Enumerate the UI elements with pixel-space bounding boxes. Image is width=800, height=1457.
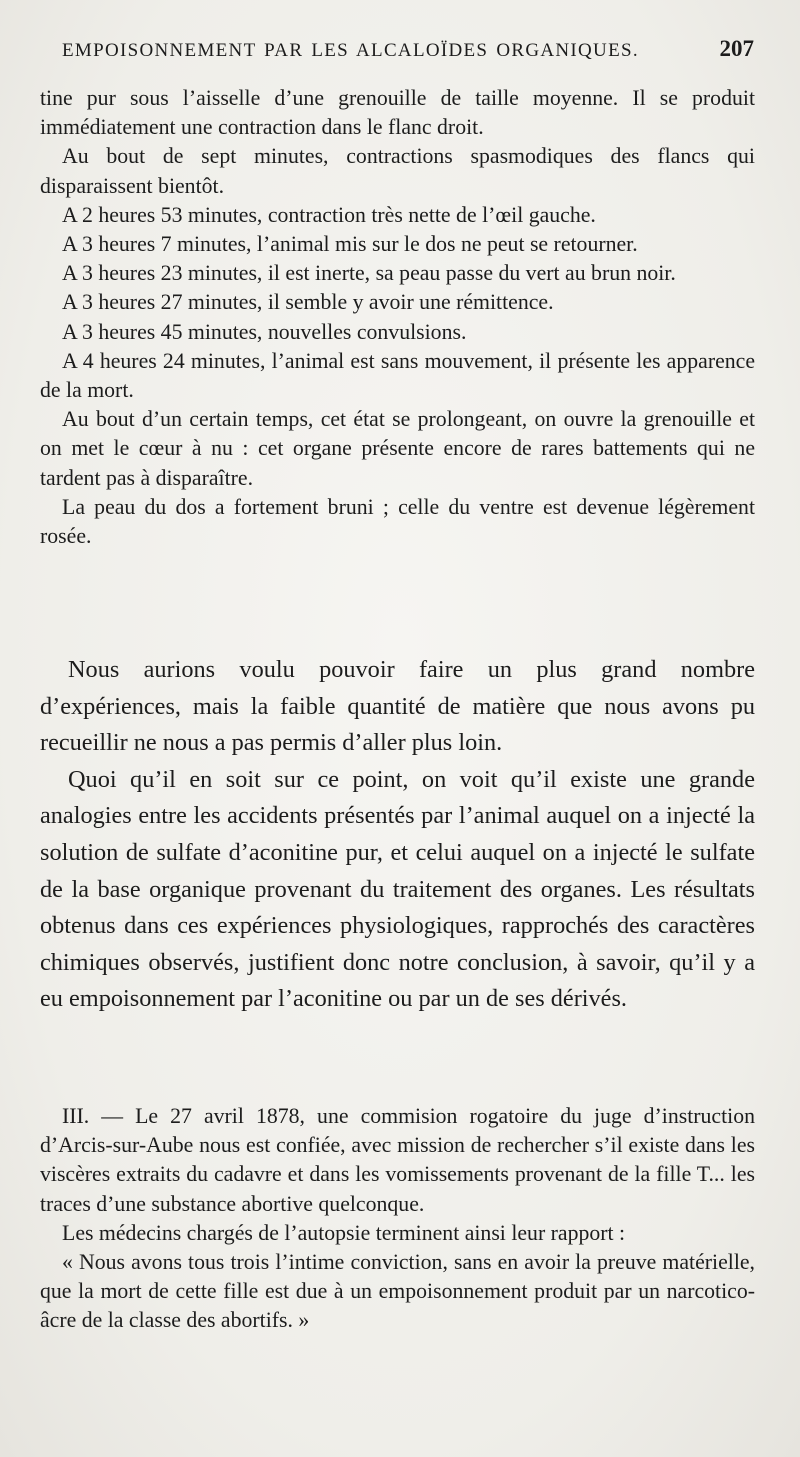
- paragraph-continuation: tine pur sous l’aisselle d’une grenouille de taille moyenne. Il se produit immédiatement une contraction dans le flanc droit.: [40, 86, 755, 140]
- conclusion-section: [40, 652, 755, 1018]
- paragraph-observation: La peau du dos a fortement bruni ; celle du ventre est devenue légèrement rosée.: [40, 494, 755, 549]
- paragraph-observation: A 3 heures 7 minutes, l’animal mis sur le dos ne peut se retourner.: [62, 232, 638, 257]
- case-three-section: [40, 1102, 755, 1336]
- running-title: EMPOISONNEMENT PAR LES ALCALOÏDES ORGANIQUES.: [62, 40, 639, 61]
- paragraph-observation: Au bout d’un certain temps, cet état se prolongeant, on ouvre la grenouille et on met le cœur à nu : cet organe présente encore de rares battements qui ne tardent pas à disparaître.: [40, 407, 755, 490]
- paragraph-conclusion: Quoi qu’il en soit sur ce point, on voit qu’il existe une grande analogies entre les accidents présentés par l’animal auquel on a injecté la solution de sulfate d’aconitine pur, et celui auquel on a injecté le sulfate de la base organique provenant du traitement des organes. Les résultats obtenus dans ces expériences physiologiques, rapprochés des caractères chimiques observés, justifient donc notre conclusion, à savoir, qu’il y a eu empoisonnement par l’aconitine ou par un de ses dérivés.: [40, 765, 755, 1013]
- paragraph-observation: A 3 heures 45 minutes, nouvelles convulsions.: [62, 319, 467, 344]
- running-header: [62, 36, 754, 76]
- paragraph-case: Les médecins chargés de l’autopsie terminent ainsi leur rapport :: [62, 1220, 626, 1245]
- paragraph-observation: Au bout de sept minutes, contractions spasmodiques des flancs qui disparaissent bientôt.: [40, 144, 755, 198]
- page-number: 207: [719, 36, 754, 61]
- paragraph-conclusion: Nous aurions voulu pouvoir faire un plus grand nombre d’expériences, mais la faible quantité de matière que nous avons pu recueillir ne nous a pas permis d’aller plus loin.: [40, 656, 755, 757]
- paragraph-observation: A 4 heures 24 minutes, l’animal est sans mouvement, il présente les apparence de la mort.: [40, 348, 755, 403]
- paragraph-observation: A 3 heures 27 minutes, il semble y avoir une rémittence.: [62, 290, 554, 315]
- paragraph-observation: A 3 heures 23 minutes, il est inerte, sa peau passe du vert au brun noir.: [62, 261, 676, 286]
- paragraph-quote: « Nous avons tous trois l’intime conviction, sans en avoir la preuve matérielle, que la mort de cette fille est due à un empoisonnement produit par un narcotico-âcre de la classe des abortifs. »: [40, 1250, 755, 1333]
- observation-log: [40, 84, 755, 551]
- paragraph-observation: A 2 heures 53 minutes, contraction très nette de l’œil gauche.: [62, 202, 596, 227]
- paragraph-case: III. — Le 27 avril 1878, une commision rogatoire du juge d’instruction d’Arcis-sur-Aube nous est confiée, avec mission de rechercher s’il existe dans les viscères extraits du cadavre et dans les vomissements provenant de la fille T... les traces d’une substance abortive quelconque.: [40, 1104, 755, 1216]
